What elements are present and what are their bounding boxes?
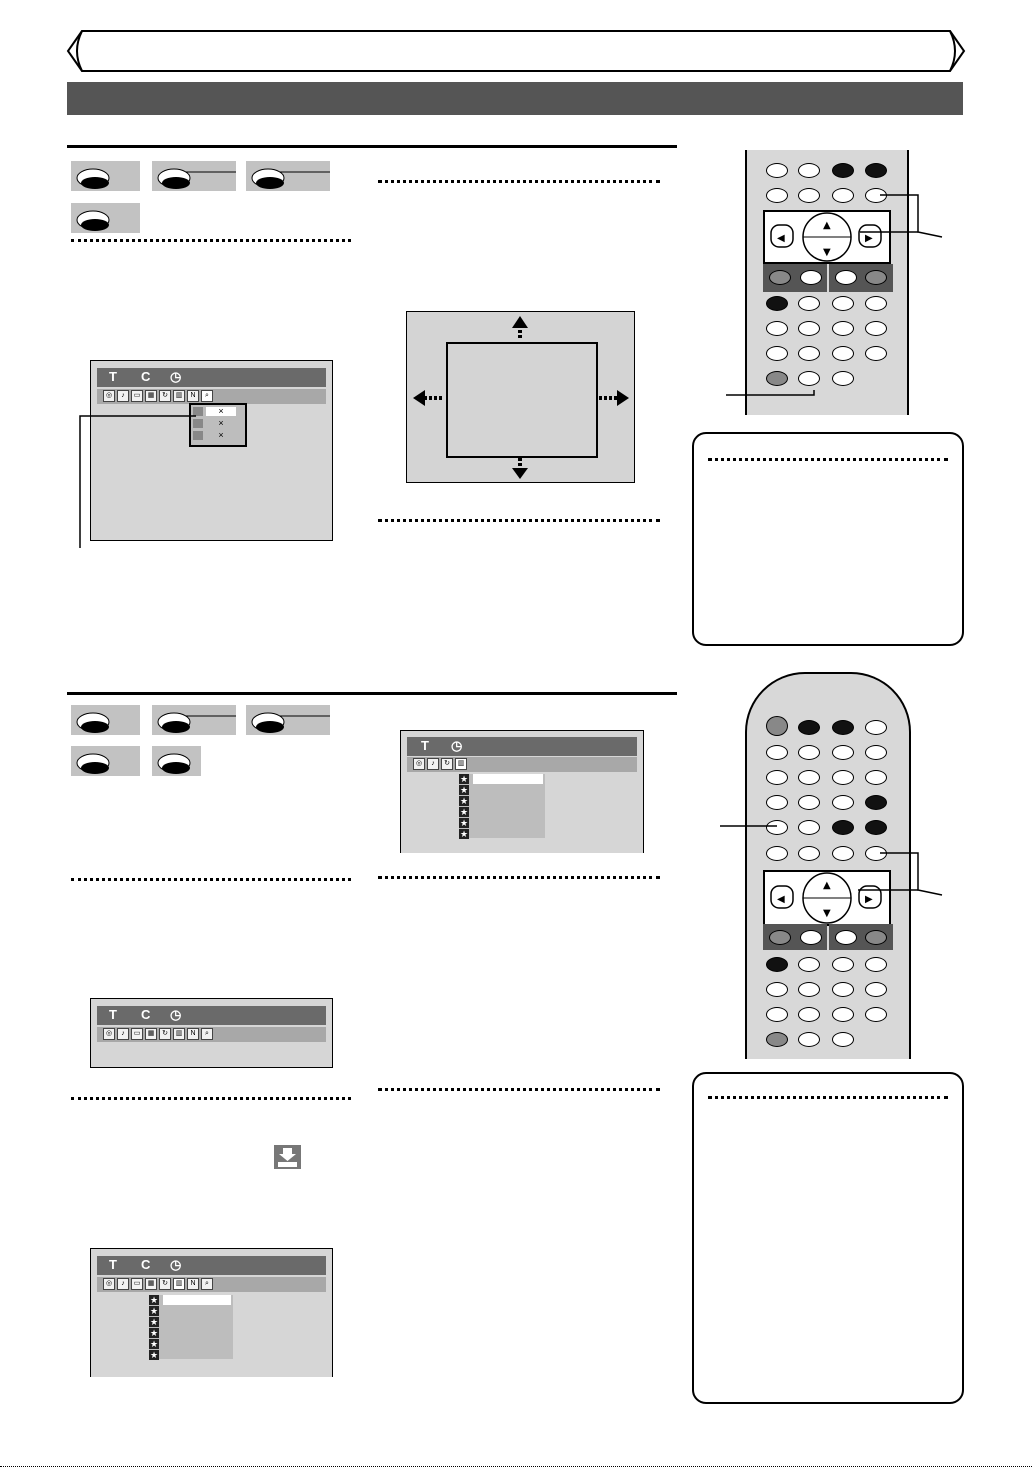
section1-rule — [67, 145, 677, 148]
stop-button[interactable] — [832, 1007, 854, 1022]
top-banner — [60, 25, 972, 77]
page-bottom-rule — [0, 1466, 1032, 1467]
clock-icon: ◷ — [170, 1257, 182, 1272]
star-icon: ★ — [149, 1317, 159, 1327]
note-box — [692, 1072, 964, 1404]
zoom-option: × — [218, 418, 224, 428]
remote-button[interactable] — [798, 1032, 820, 1047]
remote-button[interactable] — [865, 1007, 887, 1022]
osd-angle-list: T C ◷ ◎ ♪ ▭ ▦ ↻ ▥ N ⌕ ★ ★ ★ ★ ★ ★ — [90, 1248, 333, 1377]
osd-chapter-letter: C — [141, 369, 151, 384]
remote-button[interactable] — [865, 163, 887, 178]
arrow-left-icon — [413, 390, 442, 406]
note-box — [692, 432, 964, 646]
star-icon: ★ — [459, 818, 469, 828]
remote-button[interactable] — [766, 1032, 788, 1047]
channel-up-button[interactable] — [865, 745, 887, 760]
star-icon: ★ — [459, 796, 469, 806]
step-divider — [378, 1088, 660, 1091]
remote-button[interactable] — [766, 982, 788, 997]
open-close-button[interactable] — [865, 720, 887, 735]
osd-zoom-screen: T C ◷ ◎ ♪ ▭ ▦ ↻ ▥ N ⌕ × × × — [90, 360, 333, 541]
channel-down-button[interactable] — [865, 770, 887, 785]
star-icon: ★ — [459, 829, 469, 839]
svg-text:▼: ▼ — [823, 908, 831, 919]
disc-icon — [246, 705, 330, 735]
step-divider — [71, 878, 351, 881]
remote-callout-lines — [720, 185, 960, 400]
svg-text:▶: ▶ — [865, 233, 873, 244]
star-icon: ★ — [459, 785, 469, 795]
remote-callout-lines — [715, 820, 960, 900]
svg-text:▲: ▲ — [823, 880, 831, 891]
osd-title-letter: T — [421, 738, 429, 753]
arrow-up-icon — [512, 316, 528, 338]
section-header-bar — [67, 82, 963, 115]
svg-text:◀: ◀ — [777, 894, 785, 905]
remote-button[interactable] — [865, 930, 887, 945]
star-icon: ★ — [459, 774, 469, 784]
clock-icon: ◷ — [170, 1007, 182, 1022]
remote-button[interactable] — [832, 745, 854, 760]
osd-chapter-letter: C — [141, 1007, 151, 1022]
remote-button[interactable] — [832, 770, 854, 785]
remote-button[interactable] — [832, 795, 854, 810]
skip-forward-button[interactable] — [865, 982, 887, 997]
step-divider — [378, 876, 660, 879]
disc-icon — [246, 161, 330, 191]
pan-diagram — [406, 311, 635, 483]
disc-icon — [71, 161, 140, 191]
step-divider — [71, 239, 351, 242]
svg-text:▶: ▶ — [865, 894, 873, 905]
remote-button[interactable] — [766, 770, 788, 785]
osd-angle-list: T ◷ ◎ ♪ ↻ ▥ ★ ★ ★ ★ ★ ★ — [400, 730, 644, 853]
remote-button[interactable] — [865, 795, 887, 810]
remote-button[interactable] — [798, 770, 820, 785]
remote-button[interactable] — [798, 1007, 820, 1022]
remote-button[interactable] — [832, 1032, 854, 1047]
remote-button[interactable] — [766, 1007, 788, 1022]
play-button[interactable] — [832, 957, 854, 972]
remote-button[interactable] — [800, 930, 822, 945]
camera-angle-icon — [274, 1145, 301, 1169]
svg-text:◀: ◀ — [777, 233, 785, 244]
remote-button[interactable] — [798, 720, 820, 735]
star-icon: ★ — [149, 1295, 159, 1305]
arrow-right-icon — [599, 390, 629, 406]
section2-rule — [67, 692, 677, 695]
clock-icon: ◷ — [451, 738, 463, 753]
remote-button[interactable] — [835, 930, 857, 945]
osd-chapter-letter: C — [141, 1257, 151, 1272]
remote-button[interactable] — [766, 745, 788, 760]
osd-status-bar: T C ◷ ◎ ♪ ▭ ▦ ↻ ▥ N ⌕ — [90, 998, 333, 1068]
star-icon: ★ — [459, 807, 469, 817]
remote-button[interactable] — [798, 795, 820, 810]
remote-button[interactable] — [798, 745, 820, 760]
zoom-submenu — [189, 403, 247, 447]
disc-icon — [152, 746, 201, 776]
step-divider — [378, 180, 660, 183]
pause-button[interactable] — [832, 982, 854, 997]
osd-title-letter: T — [109, 1007, 117, 1022]
svg-text:▲: ▲ — [823, 220, 831, 231]
disc-icon — [71, 705, 140, 735]
osd-title-letter: T — [109, 369, 117, 384]
disc-icon — [71, 746, 140, 776]
remote-button[interactable] — [766, 716, 788, 736]
record-button[interactable] — [766, 957, 788, 972]
step-divider — [378, 519, 660, 522]
callout-line — [76, 415, 196, 550]
skip-back-button[interactable] — [798, 982, 820, 997]
remote-button[interactable] — [769, 930, 791, 945]
rewind-button[interactable] — [798, 957, 820, 972]
disc-icon — [71, 203, 140, 233]
osd-title-letter: T — [109, 1257, 117, 1272]
star-icon: ★ — [149, 1339, 159, 1349]
arrow-down-icon — [512, 458, 528, 479]
disc-icon — [152, 705, 236, 735]
clock-icon: ◷ — [170, 369, 182, 384]
zoom-option: × — [218, 430, 224, 440]
remote-button[interactable] — [766, 795, 788, 810]
remote-button[interactable] — [832, 720, 854, 735]
remote-button[interactable] — [832, 163, 854, 178]
remote-button[interactable] — [798, 163, 820, 178]
star-icon: ★ — [149, 1306, 159, 1316]
fast-forward-button[interactable] — [865, 957, 887, 972]
svg-text:▼: ▼ — [823, 247, 831, 258]
zoom-option: × — [206, 407, 236, 416]
star-icon: ★ — [149, 1350, 159, 1360]
star-icon: ★ — [149, 1328, 159, 1338]
remote-button[interactable] — [766, 163, 788, 178]
step-divider — [71, 1097, 351, 1100]
disc-icon — [152, 161, 236, 191]
